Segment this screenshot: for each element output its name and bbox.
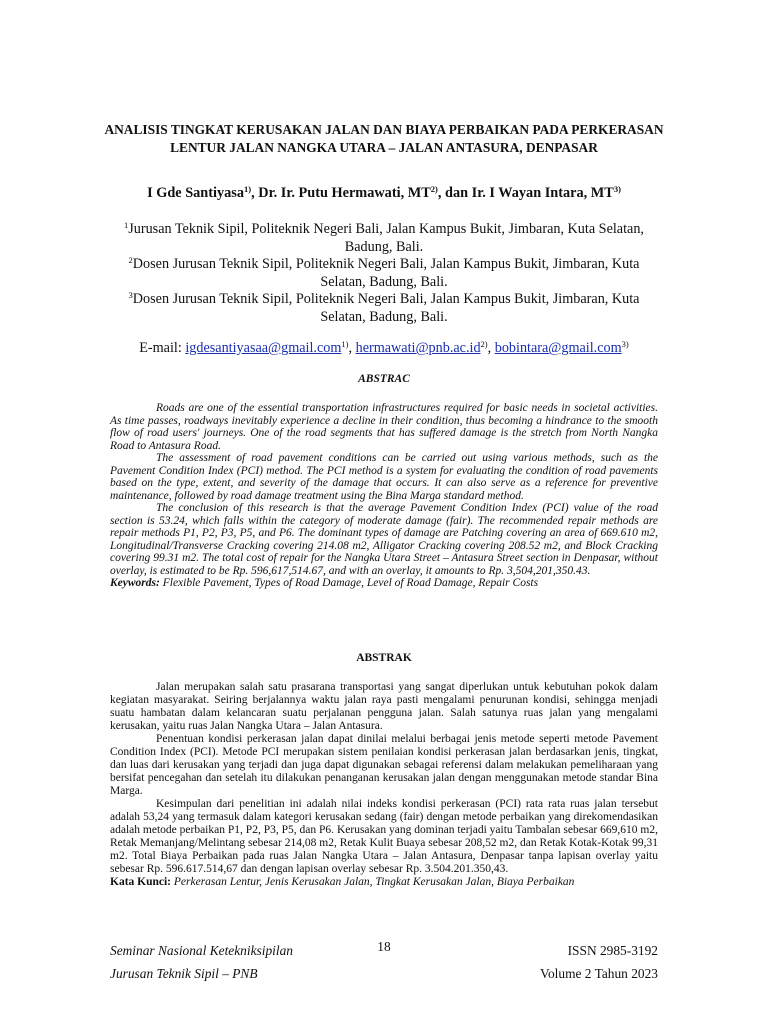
paper-title: ANALISIS TINGKAT KERUSAKAN JALAN DAN BIAYA PERBAIKAN PADA PERKERASAN LENTUR JALAN NANGKA UTARA – JALAN ANTASURA, DENPASAR [104,122,664,155]
footer-seminar [110,939,293,985]
footer-seminar-name: Seminar Nasional Keteknik​sipilan [110,943,293,958]
email-mark: 3) [621,339,629,349]
abstract-en-paragraph: The assessment of road pavement conditions can be carried out using various methods, such as the Pavement Condition Index (PCI) method. The PCI method is a system for evaluating the condition of road pavements based on the type, extent, and severity of the damage that occurs. It can also serve as a reference for preventive maintenance, followed by road damage treatment using the Bina Marga standard method. [110,452,658,502]
footer-department: Jurusan Teknik Sipil – PNB [110,966,258,981]
affiliation-text: Jurusan Teknik Sipil, Politeknik Negeri Bali, Jalan Kampus Bukit, Jimbaran, Kuta Selatan, Badung, Bali. [128,221,644,255]
email-mark: 2) [480,339,488,349]
footer-volume: Volume 2 Tahun 2023 [540,966,658,981]
keywords-id-text: Perkerasan Lentur, Jenis Kerusakan Jalan, Tingkat Kerusakan Jalan, Biaya Perbaikan [171,876,575,888]
author-name: Ir. I Wayan Intara, MT [471,185,614,201]
email-label: E-mail: [139,340,186,356]
author-separator: , [251,185,259,201]
author-name: Dr. Ir. Putu Hermawati, MT [258,185,431,201]
abstract-en-paragraph: Roads are one of the essential transportation infrastructures required for basic needs in societal activities. As time passes, roadways inevitably experience a decline in their condition, thus becoming a hindrance to the smooth flow of road users' journeys. One of the road segments that has suffered damage is the stretch from North Nangka Road to Antasura Road. [110,402,658,452]
abstract-en-body [110,402,658,590]
footer-issn [540,939,658,985]
footer-issn-number: ISSN 2985-3192 [567,943,658,958]
keywords-en [110,577,658,590]
abstract-id-paragraph: Kesimpulan dari penelitian ini adalah nilai indeks kondisi perkerasan (PCI) rata rata ruas jalan tersebut adalah 53,24 yang termasuk dalam kategori kerusakan sedang (fair) dengan metode perbaikan yang direkomendasikan adalah metode perbaikan P1, P2, P3, P5, dan P6. Kerusakan yang dominan terjadi yaitu Tambalan sebesar 669,610 m2, Retak Memanjang/Melintang sebesar 214,08 m2, Retak Kulit Buaya sebesar 208,52 m2, dan Retak Kotak-Kotak 99,31 m2. Total Biaya Perbaikan pada ruas Jalan Nangka Utara – Jalan Antasura, Denpasar tanpa lapisan overlay yaitu sebesar Rp. 596.617.514,67 dan dengan lapisan overlay sebesar Rp. 3.504.201.350,43. [110,798,658,875]
keywords-id-label: Kata Kunci: [110,876,172,888]
affiliation-mark: 1 [124,220,129,230]
affiliation [110,221,658,256]
affiliation-list [110,221,658,326]
page-number: 18 [377,939,391,954]
author-list [60,184,708,203]
affiliation-text: Dosen Jurusan Teknik Sipil, Politeknik Negeri Bali, Jalan Kampus Bukit, Jimbaran, Kuta Selatan, Badung, Bali. [132,291,640,325]
email-separator: , [487,340,495,356]
affiliation-mark: 2 [128,255,133,265]
keywords-en-text: Flexible Pavement, Types of Road Damage, Level of Road Damage, Repair Costs [159,577,539,589]
abstract-id-body [110,681,658,889]
affiliation-text: Dosen Jurusan Teknik Sipil, Politeknik Negeri Bali, Jalan Kampus Bukit, Jimbaran, Kuta Selatan, Badung, Bali. [132,256,640,290]
abstract-id-heading: ABSTRAK [356,652,412,664]
affiliation [110,256,658,291]
author-mark: 1) [244,184,252,194]
abstract-en-heading: ABSTRAC [358,373,410,385]
abstract-id-paragraph: Jalan merupakan salah satu prasarana transportasi yang sangat diperlukan untuk kebutuhan pokok dalam kegiatan masyarakat. Seiring berjalannya waktu jalan raya pasti mengalami penurunan kondisi, sehingga menjadi suatu hambatan dalam kelancaran suatu perjalanan pengguna jalan. Salah satunya ruas jalan yang mengalami kerusakan, yaitu ruas Jalan Nangka Utara – Jalan Antasura. [110,681,658,732]
email-mark: 1) [341,339,349,349]
email-separator: , [348,340,356,356]
author-separator: , dan [437,185,472,201]
affiliation-mark: 3 [128,290,133,300]
email-link-1[interactable]: igdesantiyasaa@gmail.com [185,340,342,356]
author-mark: 2) [430,184,438,194]
email-link-3[interactable]: bobintara@gmail.com [494,340,622,356]
keywords-id [110,876,658,889]
email-link-2[interactable]: hermawati@pnb.ac.id [355,340,481,356]
abstract-en-paragraph: The conclusion of this research is that the average Pavement Condition Index (PCI) value of the road section is 53.24, which falls within the category of moderate damage (fair). The recommended repair methods are repair methods P1, P2, P3, P5, and P6. The dominant types of damage are Patching covering an area of 669.610 m2, Longitudinal/Transverse Cracking covering 214.08 m2, Alligator Cracking covering 208.52 m2, and Block Cracking covering 99.31 m2. The total cost of repair for the Nangka Utara Street – Antasura Street section in Denpasar, without overlay, is estimated to be Rp. 596,617,514.67, and with an overlay, it amounts to Rp. 3,504,201,350.43. [110,502,658,577]
affiliation [110,291,658,326]
abstract-id-paragraph: Penentuan kondisi perkerasan jalan dapat dinilai melalui berbagai jenis metode seperti metode Pavement Condition Index (PCI). Metode PCI merupakan sistem penilaian kondisi perkerasan jalan berdasarkan jenis, tingkat, dan luas dari kerusakan yang terjadi dan juga dapat digunakan sebagai referensi dalam melakukan pemeliharaan yang bersifat pencegahan dan setelah itu dilakukan penanganan kerusakan jalan dengan menggunakan metode standar Bina Marga. [110,733,658,797]
keywords-en-label: Keywords: [110,577,160,589]
author-name: I Gde Santiyasa [147,185,245,201]
email-line [60,339,708,357]
author-mark: 3) [613,184,621,194]
